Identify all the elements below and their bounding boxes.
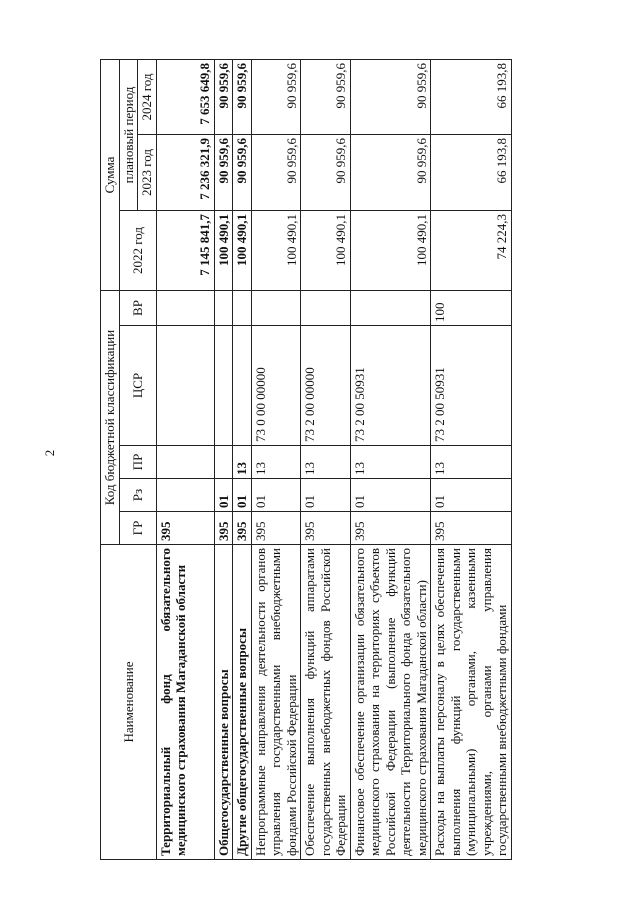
header-2023: 2023 год: [138, 134, 157, 210]
rotated-page: [100, 60, 560, 860]
header-classification: Код бюджетной классификации: [101, 290, 120, 544]
header-pr: ПР: [119, 446, 156, 479]
budget-table: [100, 59, 512, 860]
header-name: Наименование: [101, 545, 157, 860]
header-vr: ВР: [119, 290, 156, 325]
table-row: Территориальный фонд обязательного медицинского страхования Магаданской области 395 7 145 841,7 7 236 321,9 7 653 649,8: [156, 59, 214, 859]
table-row: Обеспечение выполнения функций аппаратами государственных внебюджетных фондов Российской Федерации 395 01 13 73 2 00 00000 100 490,1 90 959,6 90 959,6: [301, 59, 351, 859]
table-row: Расходы на выплаты персоналу в целях обеспечения выполнения функций государственными (муниципальными) органами, казенными учреждениями, органами управления государственными внебюджетными фондами 395 01 13 73 2 00 50931 100 74 224,3 66 193,8 66 193,8: [431, 59, 512, 859]
header-csr: ЦСР: [119, 326, 156, 446]
table-row: Финансовое обеспечение организации обязательного медицинского страхования на территориях субъектов Российской Федерации (выполнение функций деятельности Территориального фонда обязательного медицинского страхования Магаданской области) 395 01 13 73 2 00 50931 100 490,1 90 959,6 90 959,6: [350, 59, 431, 859]
header-2022: 2022 год: [119, 210, 156, 290]
header-rz: Рз: [119, 479, 156, 512]
table-row: Непрограммные направления деятельности органов управления государственными внебюджетными фондами Российской Федерации 395 01 13 73 0 00 00000 100 490,1 90 959,6 90 959,6: [251, 59, 301, 859]
table-row: Общегосударственные вопросы 395 01 100 490,1 90 959,6 90 959,6: [214, 59, 233, 859]
table-row: Другие общегосударственные вопросы 395 01 13 100 490,1 90 959,6 90 959,6: [233, 59, 252, 859]
header-sum: Сумма: [101, 59, 120, 290]
header-planned: плановый период: [119, 59, 138, 210]
page-number: 2: [42, 449, 57, 457]
header-gr: ГР: [119, 512, 156, 545]
header-2024: 2024 год: [138, 59, 157, 134]
